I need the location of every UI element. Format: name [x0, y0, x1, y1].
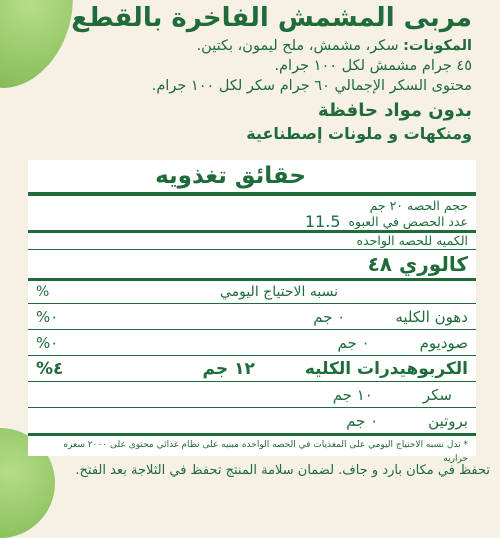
nutrient-amount: ١٢ جم	[202, 358, 255, 379]
nutrient-amount: ٠ جم	[313, 307, 346, 326]
nutrient-dv: ٠%	[36, 307, 59, 326]
nutrition-facts-panel	[28, 160, 476, 464]
nutrition-footnote: * تدل نسبه الاحتياج اليومي على المغذيات في الحصه الواحده مبنيه على نظام غذائي محتوى على ٢٠٠٠ سعره حراريه	[63, 440, 468, 464]
nutrient-name: دهون الكليه	[395, 307, 468, 326]
nutrient-amount: ١٠ جم	[332, 385, 373, 404]
dv-header-row	[28, 281, 476, 304]
nutrient-row	[28, 330, 476, 356]
no-artificial-claim: ومنكهات و ملونات إصطناعية	[246, 124, 472, 143]
serving-size	[28, 196, 476, 214]
servings-per-container	[28, 214, 476, 233]
sugar-content: محتوى السكر الإجمالي ٦٠ جرام سكر لكل ١٠٠ جرام.	[151, 78, 472, 94]
ingredients-label: المكونات:	[403, 38, 472, 54]
no-preservatives-claim: بدون مواد حافظة	[317, 100, 472, 121]
nutrient-name: سكر	[422, 385, 452, 404]
nutrient-dv: ٤%	[36, 358, 64, 379]
calories	[28, 250, 476, 281]
fruit-content: ٤٥ جرام مشمش لكل ١٠٠ جرام.	[274, 58, 472, 74]
nutrient-name: صوديوم	[419, 333, 468, 352]
nutrient-amount: ٠ جم	[346, 411, 379, 430]
product-title: مربى المشمش الفاخرة بالقطع	[71, 3, 472, 33]
serving-size-text: حجم الحصه ٢٠ جم	[369, 198, 468, 213]
ingredients-line	[32, 36, 472, 56]
storage-instructions: تحفظ في مكان بارد و جاف. لضمان سلامة المنتج تحفظ في الثلاجة بعد الفتح.	[75, 463, 490, 478]
servings-label: عدد الحصص في العبوه	[348, 214, 468, 229]
ingredients-text: سكر، مشمش، ملح ليمون، بكتين.	[196, 38, 404, 54]
servings-value: 11.5	[304, 212, 341, 231]
nutrient-row	[28, 304, 476, 330]
nutrient-name: بروتين	[428, 411, 468, 430]
per-serving-text: الكميه للحصه الواحده	[356, 233, 468, 248]
label-header	[32, 0, 472, 145]
nutrient-name: الكربوهيدرات الكليه	[304, 358, 468, 379]
nutrient-row	[28, 382, 476, 408]
nutrient-dv: ٠%	[36, 333, 59, 352]
nutrient-row	[28, 408, 476, 436]
calories-text: كالوري ٤٨	[367, 252, 468, 276]
nutrient-row	[28, 356, 476, 382]
nutrient-amount: ٠ جم	[337, 333, 370, 352]
dv-unit: %	[36, 284, 50, 300]
per-serving	[28, 233, 476, 250]
nutrition-title: حقائق تغذويه	[28, 160, 476, 196]
dv-header: نسبه الاحتياج اليومي	[219, 284, 338, 300]
